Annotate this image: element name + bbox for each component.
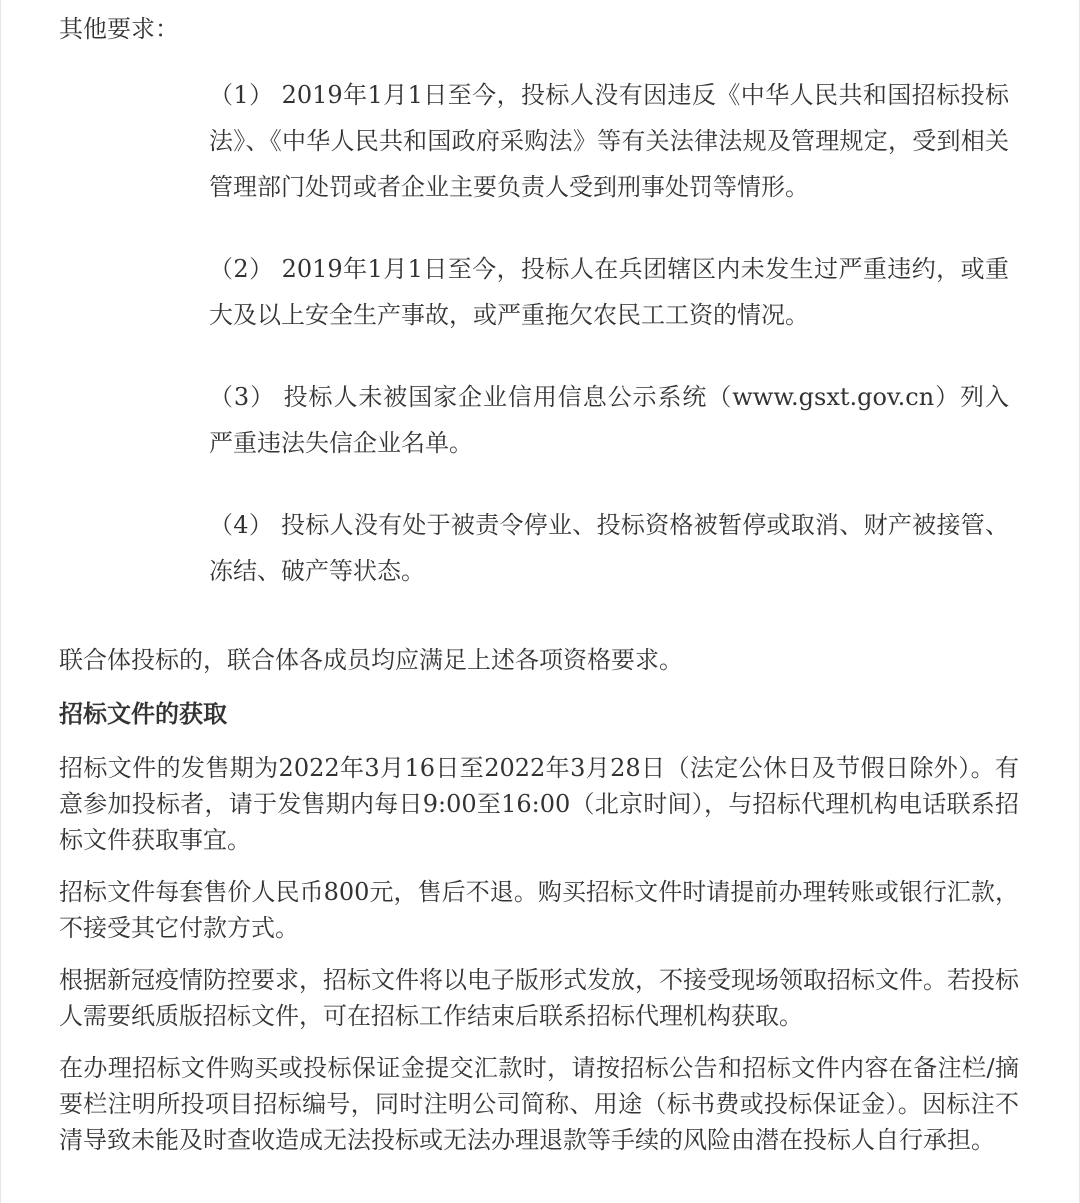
requirements-list [209,72,1009,594]
paragraph-electronic-distribution: 根据新冠疫情防控要求，招标文件将以电子版形式发放，不接受现场领取招标文件。若投标人需要纸质版招标文件，可在招标工作结束后联系招标代理机构获取。 [59,966,1019,1030]
union-bidding-note: 联合体投标的，联合体各成员均应满足上述各项资格要求。 [59,646,683,674]
paragraph-sale-period: 招标文件的发售期为2022年3月16日至2022年3月28日（法定公休日及节假日除外）。有意参加投标者，请于发售期内每日9:00至16:00（北京时间），与招标代理机构电话联系招标文件获取事宜。 [59,754,1019,854]
document-body [59,0,1019,1158]
section-title-obtain-documents: 招标文件的获取 [59,699,227,728]
paragraph-remittance-notes: 在办理招标文件购买或投标保证金提交汇款时，请按招标公告和招标文件内容在备注栏/摘要栏注明所投项目招标编号，同时注明公司简称、用途（标书费或投标保证金）。因标注不清导致未能及时查收造成无法投标或无法办理退款等手续的风险由潜在投标人自行承担。 [59,1054,1019,1154]
requirement-item-3: （3） 投标人未被国家企业信用信息公示系统（www.gsxt.gov.cn）列入严重违法失信企业名单。 [209,383,1009,457]
paragraph-price: 招标文件每套售价人民币800元，售后不退。购买招标文件时请提前办理转账或银行汇款，不接受其它付款方式。 [59,878,1019,942]
requirement-item-4: （4） 投标人没有处于被责令停业、投标资格被暂停或取消、财产被接管、冻结、破产等状态。 [209,511,1009,585]
requirement-item-1: （1） 2019年1月1日至今，投标人没有因违反《中华人民共和国招标投标法》、《中华人民共和国政府采购法》等有关法律法规及管理规定，受到相关管理部门处罚或者企业主要负责人受到刑事处罚等情形。 [209,81,1009,201]
other-requirements-heading: 其他要求： [59,15,179,43]
requirement-item-2: （2） 2019年1月1日至今，投标人在兵团辖区内未发生过严重违约，或重大及以上安全生产事故，或严重拖欠农民工工资的情况。 [209,255,1009,329]
